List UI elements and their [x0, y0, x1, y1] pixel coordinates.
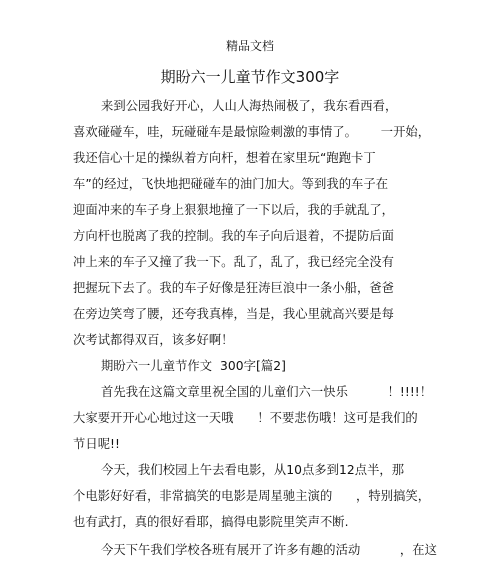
- article-title: 期盼六一儿童节作文300字: [160, 68, 340, 86]
- paragraph-line: 方向杆也脱离了我的控制。我的车子向后退着，不提防后面: [73, 229, 395, 243]
- paragraph-line: 车”的经过，飞快地把碰碰车的油门加大。等到我的车子在: [73, 177, 389, 191]
- paragraph-line: 次考试都得双百，该多好啊！: [73, 333, 234, 347]
- paragraph-line: 首先我在这篇文章里祝全国的儿童们六一快乐 ！!!!!！: [101, 385, 433, 399]
- page-header: 精品文档: [225, 39, 274, 53]
- paragraph-line: 今天，我们校园上午去看电影，从10点多到12点半，那: [101, 463, 405, 477]
- paragraph-line: 今天下午我们学校各班有展开了许多有趣的活动 ，在这: [101, 543, 437, 557]
- paragraph-line: 冲上来的车子又撞了我一下。乱了，乱了，我已经完全没有: [73, 255, 395, 269]
- paragraph-line: 迎面冲来的车子身上狠狠地撞了一下以后，我的手就乱了，: [73, 203, 395, 217]
- paragraph-line: 来到公园我好开心，人山人海热闹极了，我东看西看，: [101, 99, 398, 113]
- paragraph-line: 大家要开开心心地过这一天哦 ！不要悲伤哦！这可是我们的: [73, 411, 418, 425]
- paragraph-line: 在旁边笑弯了腰，还夸我真棒，当是，我心里就高兴要是每: [73, 307, 395, 321]
- paragraph-line: 也有武打，真的很好看耶，搞得电影院里笑声不断.: [73, 515, 349, 529]
- paragraph-line: 节日呢!!: [73, 437, 120, 451]
- paragraph-line: 喜欢碰碰车，哇，玩碰碰车是最惊险刺激的事情了。 一开始，: [73, 125, 431, 139]
- paragraph-line: 我还信心十足的操纵着方向杆，想着在家里玩“跑跑卡丁: [73, 151, 376, 165]
- paragraph-line: 个电影好好看，非常搞笑的电影是周星驰主演的 ，特别搞笑，: [73, 489, 431, 503]
- section-heading: 期盼六一儿童节作文 300字[篇2]: [101, 359, 286, 373]
- paragraph-line: 把握玩下去了。我的车子好像是狂涛巨浪中一条小船，爸爸: [73, 281, 395, 295]
